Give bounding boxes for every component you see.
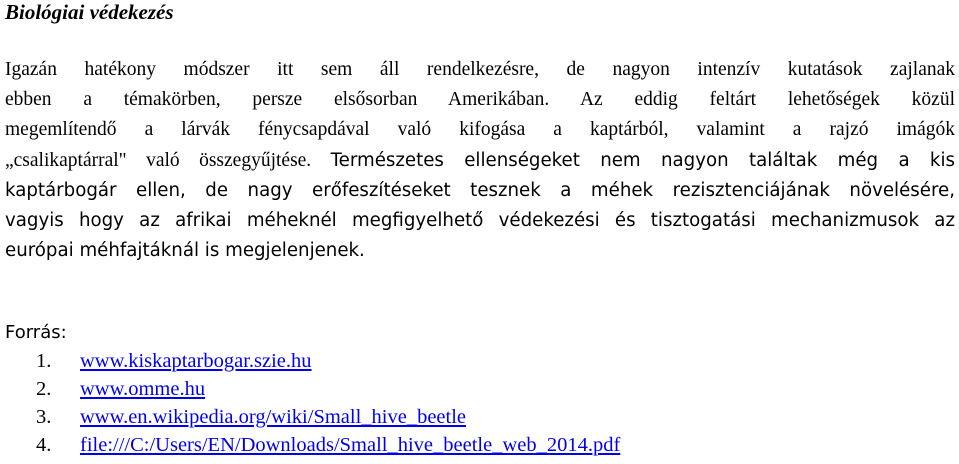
- source-link-4[interactable]: file:///C:/Users/EN/Downloads/Small_hive_beetle_web_2014.pdf: [80, 434, 621, 456]
- body-paragraph: [5, 55, 955, 266]
- paragraph-line-6: vagyis hogy az afrikai méheknél megfigyelhető védekezési és tisztogatási mechanizmusok az: [5, 209, 955, 231]
- source-number: 1.: [36, 350, 52, 372]
- paragraph-line-5: kaptárbogár ellen, de nagy erőfeszítéseket tesznek a méhek rezisztenciájának növelésére,: [5, 179, 955, 201]
- source-link-2[interactable]: www.omme.hu: [80, 378, 206, 400]
- paragraph-line-4-sans-part: Természetes ellenségeket nem nagyon találtak még a kis: [330, 149, 955, 171]
- paragraph-line-3: megemlítendő a lárvák fénycsapdával való kifogása a kaptárból, valamint a rajzó imágók: [5, 119, 955, 141]
- source-number: 4.: [36, 434, 52, 456]
- source-item-1: [36, 347, 620, 375]
- source-list: [36, 347, 620, 459]
- paragraph-line-4-serif-part: „csalikaptárral" való összegyűjtése.: [5, 149, 312, 171]
- source-number: 3.: [36, 406, 52, 428]
- sources-label: Forrás:: [5, 322, 67, 343]
- source-item-4: [36, 431, 620, 459]
- paragraph-line-1: Igazán hatékony módszer itt sem áll rendelkezésre, de nagyon intenzív kutatások zajlanak: [5, 59, 955, 80]
- source-item-3: [36, 403, 620, 431]
- sources-section: [5, 318, 621, 456]
- source-item-2: [36, 375, 620, 403]
- source-link-3[interactable]: www.en.wikipedia.org/wiki/Small_hive_beetle: [80, 406, 467, 428]
- section-heading: Biológiai védekezés: [5, 0, 174, 24]
- paragraph-line-4: [5, 146, 955, 176]
- paragraph-line-7: európai méhfajtáknál is megjelenjenek.: [5, 240, 365, 262]
- source-link-1[interactable]: www.kiskaptarbogar.szie.hu: [80, 350, 312, 372]
- paragraph-line-2: ebben a témakörben, persze elsősorban Amerikában. Az eddig feltárt lehetőségek közül: [5, 89, 955, 111]
- source-number: 2.: [36, 378, 52, 400]
